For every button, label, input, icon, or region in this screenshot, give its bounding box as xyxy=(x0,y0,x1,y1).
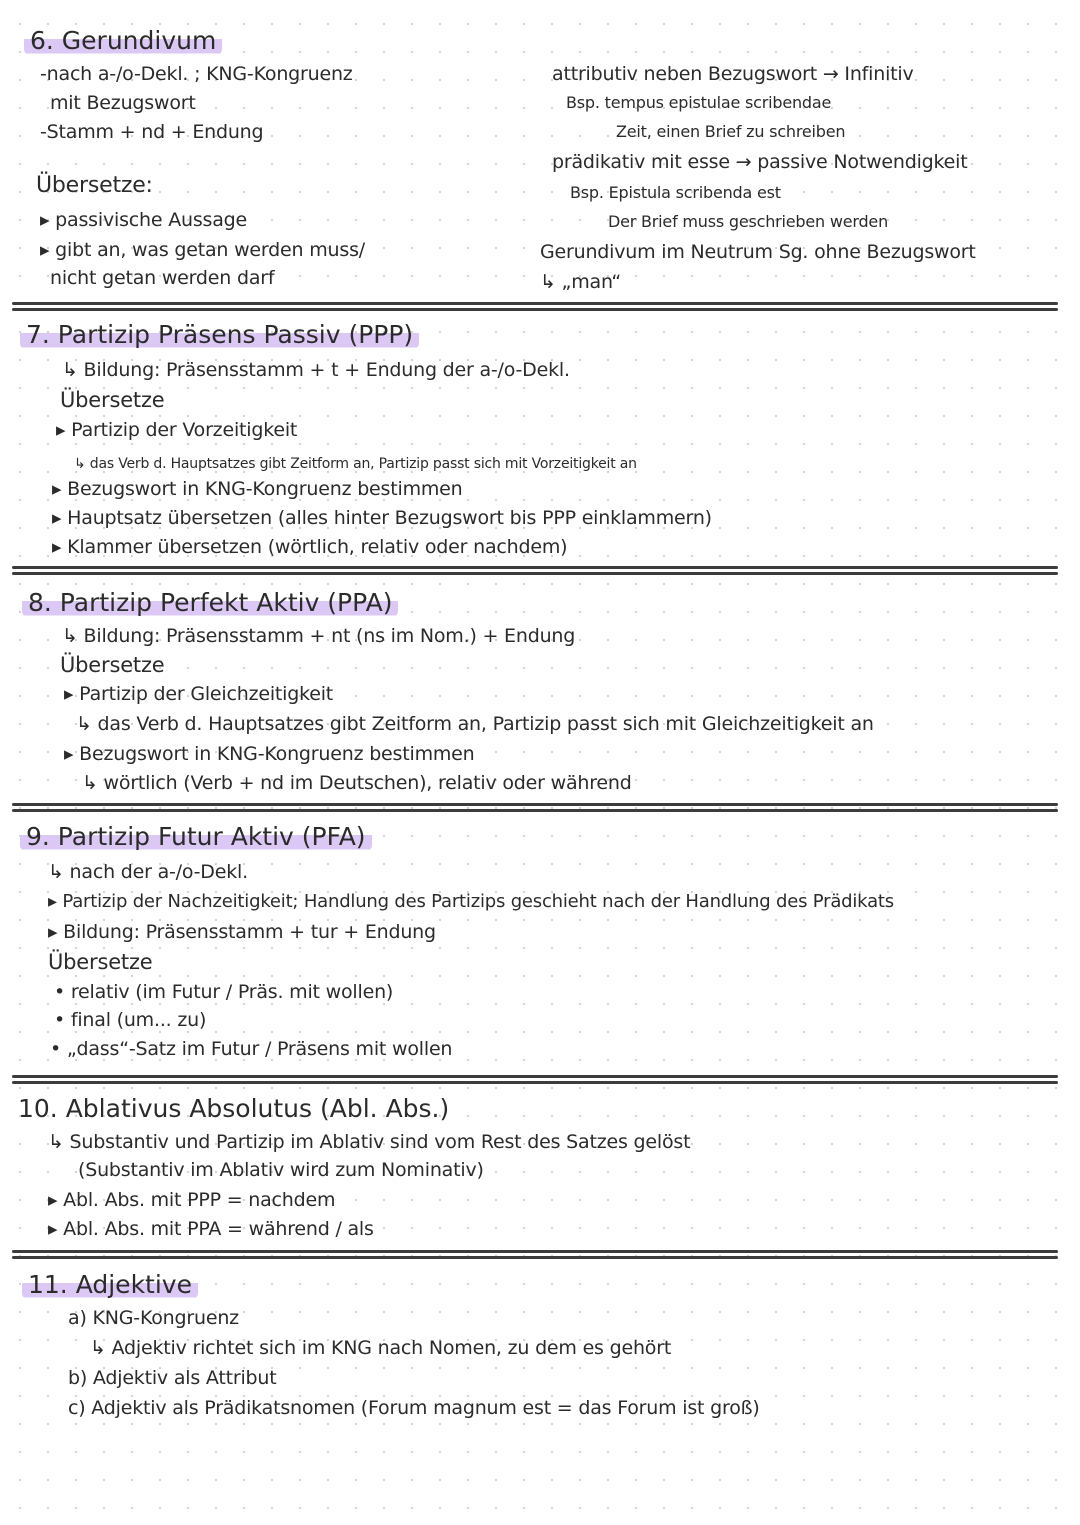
s7-line-2: Übersetze xyxy=(60,388,165,412)
s9-line-3: ▸ Bildung: Präsensstamm + tur + Endung xyxy=(48,921,436,943)
s8-line-3: ▸ Partizip der Gleichzeitigkeit xyxy=(64,683,334,705)
s8-line-2: Übersetze xyxy=(60,653,165,677)
divider-5 xyxy=(12,1250,1058,1259)
s9-line-7: • „dass“-Satz im Futur / Präsens mit wollen xyxy=(50,1038,453,1060)
s9-line-4: Übersetze xyxy=(48,950,153,974)
section-8-title: 8. Partizip Perfekt Aktiv (PPA) xyxy=(22,588,398,618)
divider-4 xyxy=(12,1075,1058,1084)
s6-left-line-3: -Stamm + nd + Endung xyxy=(40,121,264,143)
s7-line-4: ↳ das Verb d. Hauptsatzes gibt Zeitform an, Partizip passt sich mit Vorzeitigkeit an xyxy=(74,456,637,472)
s6-left-line-1: -nach a-/o-Dekl. ; KNG-Kongruenz xyxy=(40,63,353,85)
s10-line-3: ▸ Abl. Abs. mit PPP = nachdem xyxy=(48,1189,336,1211)
s6-right-line-6: Der Brief muss geschrieben werden xyxy=(608,212,889,231)
divider-1 xyxy=(12,302,1058,311)
s11-line-3: b) Adjektiv als Attribut xyxy=(68,1367,277,1389)
section-7-title: 7. Partizip Präsens Passiv (PPP) xyxy=(20,320,419,350)
s10-line-4: ▸ Abl. Abs. mit PPA = während / als xyxy=(48,1218,374,1240)
divider-3 xyxy=(12,803,1058,812)
s6-right-line-2: Bsp. tempus epistulae scribendae xyxy=(566,93,832,112)
s6-right-line-1: attributiv neben Bezugswort → Infinitiv xyxy=(552,63,914,85)
s10-line-1: ↳ Substantiv und Partizip im Ablativ sind vom Rest des Satzes gelöst xyxy=(48,1131,691,1153)
s11-line-2: ↳ Adjektiv richtet sich im KNG nach Nomen, zu dem es gehört xyxy=(90,1337,672,1359)
s7-line-7: ▸ Klammer übersetzen (wörtlich, relativ oder nachdem) xyxy=(52,536,568,558)
s6-right-line-3: Zeit, einen Brief zu schreiben xyxy=(616,122,846,141)
s8-line-1: ↳ Bildung: Präsensstamm + nt (ns im Nom.) + Endung xyxy=(62,625,576,647)
section-10-title: 10. Ablativus Absolutus (Abl. Abs.) xyxy=(18,1094,450,1123)
s7-line-5: ▸ Bezugswort in KNG-Kongruenz bestimmen xyxy=(52,478,463,500)
s6-right-line-4: prädikativ mit esse → passive Notwendigkeit xyxy=(552,151,968,173)
s7-line-3: ▸ Partizip der Vorzeitigkeit xyxy=(56,419,298,441)
section-6-title: 6. Gerundivum xyxy=(24,26,222,56)
s6-right-line-8: ↳ „man“ xyxy=(540,271,622,293)
s7-line-6: ▸ Hauptsatz übersetzen (alles hinter Bezugswort bis PPP einklammern) xyxy=(52,507,712,529)
s9-line-2: ▸ Partizip der Nachzeitigkeit; Handlung des Partizips geschieht nach der Handlung des Prädikats xyxy=(48,891,894,912)
s8-line-6: ↳ wörtlich (Verb + nd im Deutschen), relativ oder während xyxy=(82,772,632,794)
s6-left-line-5: ▸ passivische Aussage xyxy=(40,209,248,231)
section-11-title: 11. Adjektive xyxy=(22,1270,198,1300)
s8-line-5: ▸ Bezugswort in KNG-Kongruenz bestimmen xyxy=(64,743,475,765)
s11-line-1: a) KNG-Kongruenz xyxy=(68,1307,239,1329)
s9-line-6: • final (um... zu) xyxy=(54,1009,207,1031)
s9-line-1: ↳ nach der a-/o-Dekl. xyxy=(48,861,248,883)
s6-left-line-4: Übersetze: xyxy=(36,173,153,198)
divider-2 xyxy=(12,566,1058,575)
s11-line-4: c) Adjektiv als Prädikatsnomen (Forum magnum est = das Forum ist groß) xyxy=(68,1397,760,1419)
s6-left-line-6: ▸ gibt an, was getan werden muss/ xyxy=(40,239,365,261)
s8-line-4: ↳ das Verb d. Hauptsatzes gibt Zeitform an, Partizip passt sich mit Gleichzeitigkeit an xyxy=(76,713,874,735)
s6-left-line-7: nicht getan werden darf xyxy=(50,267,275,289)
s9-line-5: • relativ (im Futur / Präs. mit wollen) xyxy=(54,981,394,1003)
s6-left-line-2: mit Bezugswort xyxy=(50,92,196,114)
s6-right-line-5: Bsp. Epistula scribenda est xyxy=(570,183,781,202)
section-9-title: 9. Partizip Futur Aktiv (PFA) xyxy=(20,822,372,852)
s10-line-2: (Substantiv im Ablativ wird zum Nominativ) xyxy=(78,1159,484,1181)
s6-right-line-7: Gerundivum im Neutrum Sg. ohne Bezugswort xyxy=(540,241,976,263)
s7-line-1: ↳ Bildung: Präsensstamm + t + Endung der a-/o-Dekl. xyxy=(62,359,570,381)
